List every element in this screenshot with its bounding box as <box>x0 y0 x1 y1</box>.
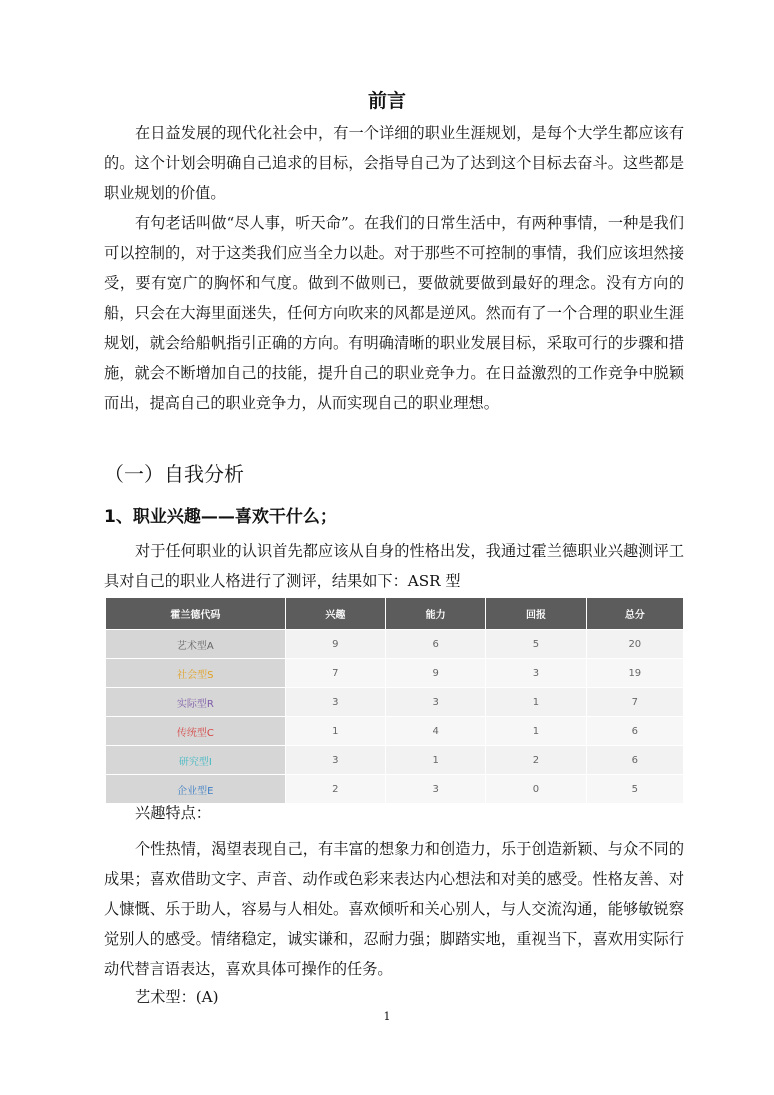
cell-total: 6 <box>587 716 683 745</box>
traits-paragraph: 个性热情，渴望表现自己，有丰富的想象力和创造力，乐于创造新颖、与众不同的成果；喜欢借助文字、声音、动作或色彩来表达内心想法和对美的感受。性格友善、对人慷慨、乐于助人，容易与人相处。喜欢倾听和关心别人，与人交流沟通，能够敏锐察觉别人的感受。情绪稳定，诚实谦和，忍耐力强；脚踏实地，重视当下，喜欢用实际行动代替言语表达，喜欢具体可操作的任务。 <box>104 840 684 978</box>
cell-total: 20 <box>587 629 683 658</box>
cell-total: 5 <box>587 774 683 803</box>
header-interest: 兴趣 <box>286 598 386 629</box>
preface-paragraph-1: 在日益发展的现代化社会中，有一个详细的职业生涯规划，是每个大学生都应该有的。这个计划会明确自己追求的目标，会指导自己为了达到这个目标去奋斗。这些都是职业规划的价值。 <box>104 124 684 202</box>
cell-total: 6 <box>587 745 683 774</box>
cell-ability: 3 <box>386 774 486 803</box>
page-number: 1 <box>383 1010 391 1023</box>
cell-ability: 9 <box>386 658 486 687</box>
cell-ability: 3 <box>386 687 486 716</box>
table-header-row <box>106 598 683 629</box>
cell-total: 19 <box>587 658 683 687</box>
header-ability: 能力 <box>386 598 486 629</box>
cell-reward: 5 <box>486 629 586 658</box>
section-heading: （一）自我分析 <box>104 462 244 486</box>
table-row <box>106 716 683 745</box>
cell-code: 研究型I <box>106 745 286 774</box>
cell-interest: 9 <box>286 629 386 658</box>
holland-code-table <box>106 598 683 803</box>
intro-paragraph: 对于任何职业的认识首先都应该从自身的性格出发，我通过霍兰德职业兴趣测评工具对自己的职业人格进行了测评，结果如下：ASR 型 <box>104 542 684 590</box>
cell-interest: 3 <box>286 745 386 774</box>
cell-reward: 3 <box>486 658 586 687</box>
table-row <box>106 774 683 803</box>
cell-code: 实际型R <box>106 687 286 716</box>
cell-ability: 1 <box>386 745 486 774</box>
cell-reward: 0 <box>486 774 586 803</box>
cell-interest: 7 <box>286 658 386 687</box>
cell-ability: 6 <box>386 629 486 658</box>
cell-interest: 3 <box>286 687 386 716</box>
cell-interest: 2 <box>286 774 386 803</box>
cell-code: 传统型C <box>106 716 286 745</box>
header-reward: 回报 <box>486 598 586 629</box>
cell-code: 企业型E <box>106 774 286 803</box>
cell-total: 7 <box>587 687 683 716</box>
cell-code: 艺术型A <box>106 629 286 658</box>
table-row <box>106 629 683 658</box>
subsection-heading: 1、职业兴趣——喜欢干什么； <box>104 507 337 527</box>
page-title: 前言 <box>367 90 406 112</box>
cell-reward: 1 <box>486 687 586 716</box>
cell-reward: 1 <box>486 716 586 745</box>
cell-reward: 2 <box>486 745 586 774</box>
artistic-label: 艺术型：(A) <box>135 988 219 1006</box>
table-row <box>106 658 683 687</box>
cell-interest: 1 <box>286 716 386 745</box>
cell-ability: 4 <box>386 716 486 745</box>
header-code: 霍兰德代码 <box>106 598 286 629</box>
traits-label: 兴趣特点： <box>135 804 211 822</box>
preface-paragraph-2: 有句老话叫做“尽人事，听天命”。在我们的日常生活中，有两种事情，一种是我们可以控制的，对于这类我们应当全力以赴。对于那些不可控制的事情，我们应该坦然接受，要有宽广的胸怀和气度。做到不做则已，要做就要做到最好的理念。没有方向的船，只会在大海里面迷失，任何方向吹来的风都是逆风。然而有了一个合理的职业生涯规划，就会给船帆指引正确的方向。有明确清晰的职业发展目标，采取可行的步骤和措施，就会不断增加自己的技能，提升自己的职业竞争力。在日益激烈的工作竞争中脱颖而出，提高自己的职业竞争力，从而实现自己的职业理想。 <box>104 214 684 412</box>
header-total: 总分 <box>587 598 683 629</box>
table-row <box>106 687 683 716</box>
table-row <box>106 745 683 774</box>
cell-code: 社会型S <box>106 658 286 687</box>
